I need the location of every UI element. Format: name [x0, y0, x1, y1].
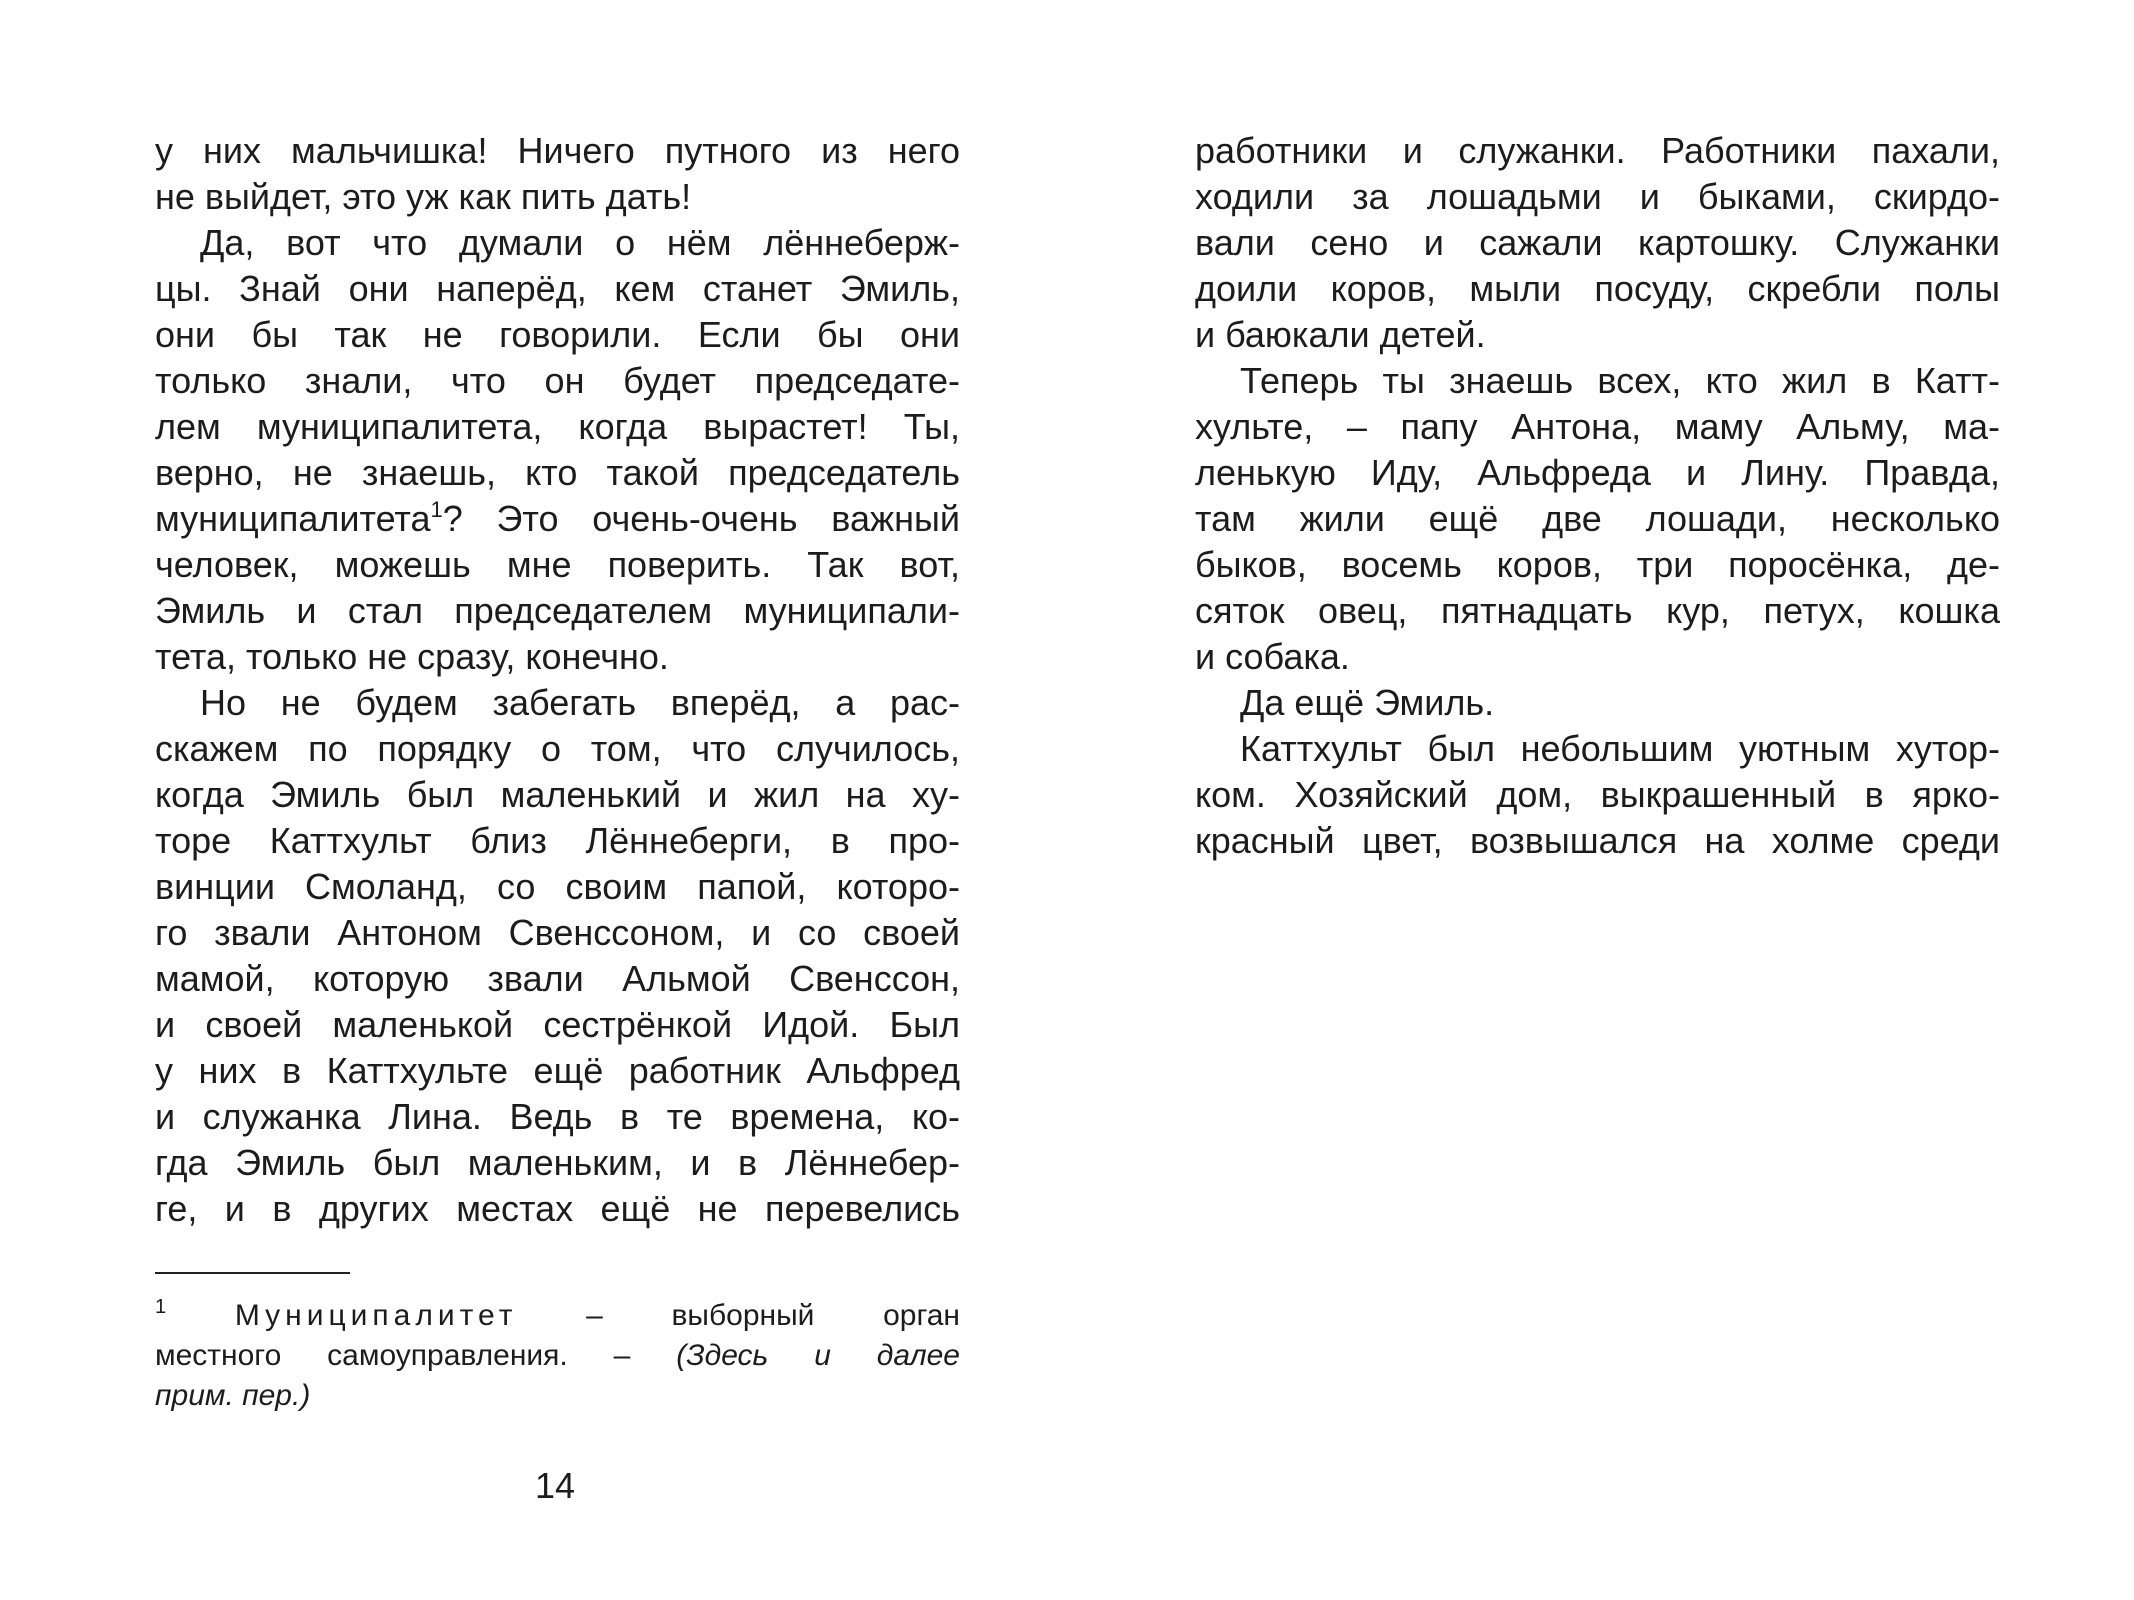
- text-line: быков, восемь коров, три поросёнка, де-: [1195, 544, 2000, 585]
- text-line: Эмиль и стал председателем муниципали-: [155, 590, 960, 631]
- footnote-italic-text: прим. пер.): [155, 1379, 311, 1412]
- footnote-content: [155, 1339, 960, 1372]
- text-line: ком. Хозяйский дом, выкрашенный в ярко-: [1195, 774, 2000, 815]
- text-line: Каттхульт был небольшим уютным хутор-: [1240, 728, 2000, 769]
- text-line: там жили ещё две лошади, несколько: [1195, 498, 2000, 539]
- text-line: Теперь ты знаешь всех, кто жил в Катт-: [1240, 360, 2000, 401]
- text-line: только знали, что он будет председате-: [155, 360, 960, 401]
- footnote-italic-text: (Здесь и далее: [676, 1339, 960, 1372]
- text-line: торе Каттхульт близ Лённеберги, в про-: [155, 820, 960, 861]
- footnote-line: [155, 1376, 960, 1416]
- text-line: Да ещё Эмиль.: [1240, 682, 1495, 723]
- text-line: цы. Знай они наперёд, кем станет Эмиль,: [155, 268, 960, 309]
- footnote-content: [155, 1296, 961, 1332]
- text-line: винции Смоланд, со своим папой, которо-: [155, 866, 960, 907]
- text-line: Но не будем забегать вперёд, а рас-: [200, 682, 960, 723]
- text-line: не выйдет, это уж как пить дать!: [155, 176, 692, 217]
- text-line: го звали Антоном Свенссоном, и со своей: [155, 912, 960, 953]
- right-page: [1067, 0, 2134, 1600]
- text-line: лем муниципалитета, когда вырастет! Ты,: [155, 406, 960, 447]
- text-line: ленькую Иду, Альфреда и Лину. Правда,: [1195, 452, 2000, 493]
- text-line: сяток овец, пятнадцать кур, петух, кошка: [1195, 590, 2000, 631]
- text-line: у них мальчишка! Ничего путного из него: [155, 130, 960, 171]
- footnote-reference[interactable]: 1: [430, 497, 443, 522]
- footnote-line: [155, 1336, 960, 1376]
- text-line: и собака.: [1195, 636, 1350, 677]
- text-line: верно, не знаешь, кто такой председатель: [155, 452, 960, 493]
- footnote-separator: [155, 1272, 350, 1274]
- text-fragment: ? Это очень-очень важный: [442, 498, 960, 539]
- footnote-text: местного самоуправления. –: [155, 1339, 631, 1372]
- text-line: ходили за лошадьми и быками, скирдо-: [1195, 176, 2000, 217]
- text-line: работники и служанки. Работники пахали,: [1195, 130, 2000, 171]
- footnote-line: [155, 1296, 960, 1336]
- footnote-marker: 1: [155, 1296, 167, 1318]
- text-line: и баюкали детей.: [1195, 314, 1486, 355]
- text-line: хульте, – папу Антона, маму Альму, ма-: [1195, 406, 2000, 447]
- text-line: ге, и в других местах ещё не перевелись: [155, 1188, 960, 1229]
- page-number: 14: [534, 1465, 576, 1506]
- text-line: скажем по порядку о том, что случилось,: [155, 728, 960, 769]
- text-line: и служанка Лина. Ведь в те времена, ко-: [155, 1096, 960, 1137]
- text-line: когда Эмиль был маленький и жил на ху-: [155, 774, 960, 815]
- text-line: гда Эмиль был маленьким, и в Лённебер-: [155, 1142, 960, 1183]
- text-line: они бы так не говорили. Если бы они: [155, 314, 960, 355]
- text-line: мамой, которую звали Альмой Свенссон,: [155, 958, 960, 999]
- text-line: Да, вот что думали о нём лённеберж-: [200, 222, 960, 263]
- footnote-term: Муниципалитет: [234, 1299, 518, 1332]
- text-line: вали сено и сажали картошку. Служанки: [1195, 222, 2000, 263]
- text-fragment: муниципалитета: [155, 498, 431, 539]
- footnote-text: – выборный орган: [586, 1299, 961, 1332]
- text-line: красный цвет, возвышался на холме среди: [1195, 820, 2000, 861]
- text-line: у них в Каттхульте ещё работник Альфред: [155, 1050, 960, 1091]
- text-line-with-footnote-ref: [155, 496, 960, 542]
- text-line: тета, только не сразу, конечно.: [155, 636, 669, 677]
- text-line: доили коров, мыли посуду, скребли полы: [1195, 268, 2000, 309]
- text-line: и своей маленькой сестрёнкой Идой. Был: [155, 1004, 960, 1045]
- text-line: человек, можешь мне поверить. Так вот,: [155, 544, 960, 585]
